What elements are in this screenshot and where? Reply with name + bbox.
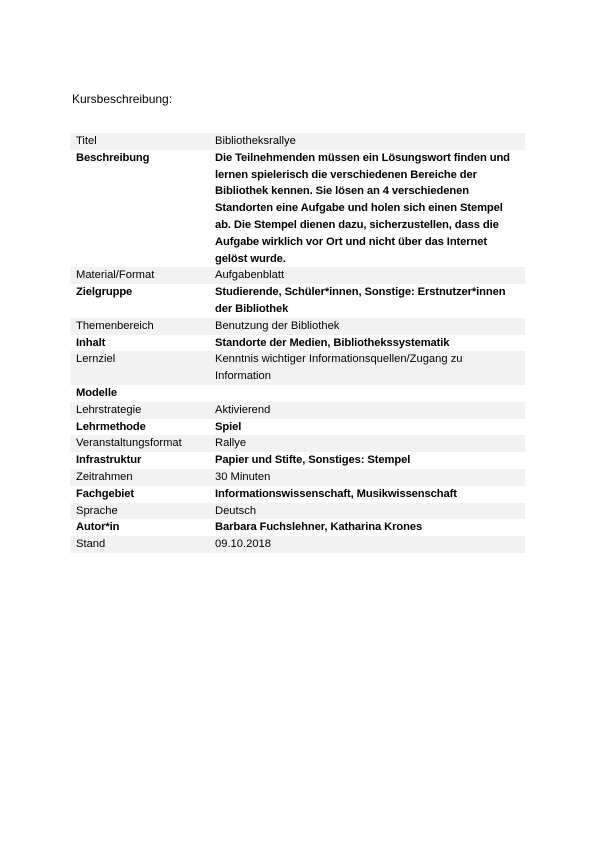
table-row-lehrstrategie <box>70 402 525 419</box>
row-value: Informationswissenschaft, Musikwissenschaft <box>215 487 457 500</box>
row-label: Modelle <box>76 386 117 399</box>
table-row-lernziel <box>70 351 525 385</box>
table-row-veranstaltungsformat <box>70 435 525 452</box>
table-row-material-format <box>70 267 525 284</box>
table-row-stand <box>70 536 525 553</box>
table-row-inhalt <box>70 335 525 352</box>
course-description-table <box>70 133 525 553</box>
row-value: Barbara Fuchslehner, Katharina Krones <box>215 521 423 534</box>
table-row-beschreibung <box>70 150 525 268</box>
row-value: Benutzung der Bibliothek <box>215 318 525 335</box>
row-label: Inhalt <box>76 336 106 349</box>
row-label: Autor*in <box>76 521 120 534</box>
row-value: Aktivierend <box>215 402 525 419</box>
row-label: Material/Format <box>70 267 215 284</box>
row-value: Bibliotheksrallye <box>215 133 525 150</box>
row-label: Themenbereich <box>70 318 215 335</box>
row-value: Kenntnis wichtiger Informationsquellen/Zugang zu Information <box>215 351 525 385</box>
table-row-sprache <box>70 503 525 520</box>
row-value: Deutsch <box>215 503 525 520</box>
row-label: Beschreibung <box>76 151 150 164</box>
row-label: Zielgruppe <box>76 286 133 299</box>
row-value: 30 Minuten <box>215 469 525 486</box>
page-heading: Kursbeschreibung: <box>72 92 173 106</box>
row-label: Titel <box>70 133 215 150</box>
row-label: Infrastruktur <box>76 454 142 467</box>
row-label: Lehrstrategie <box>70 402 215 419</box>
table-row-titel <box>70 133 525 150</box>
row-value: Standorte der Medien, Bibliothekssystematik <box>215 336 450 349</box>
row-label: Stand <box>70 536 215 553</box>
row-value: Spiel <box>215 420 242 433</box>
table-row-fachgebiet <box>70 486 525 503</box>
table-row-infrastruktur <box>70 452 525 469</box>
row-value: Rallye <box>215 435 525 452</box>
row-label: Lehrmethode <box>76 420 146 433</box>
table-row-modelle <box>70 385 525 402</box>
row-value: Die Teilnehmenden müssen ein Lösungswort finden und lernen spielerisch die verschiedenen Bereiche der Bibliothek kennen. Sie lösen an 4 verschiedenen Standorten eine Aufgabe und holen sich einen Stempel ab. Die Stempel dienen dazu, sicherzustellen, dass die Aufgabe wirklich vor Ort und nicht über das Internet gelöst wurde. <box>215 151 510 265</box>
row-value: 09.10.2018 <box>215 536 525 553</box>
row-label: Veranstaltungsformat <box>70 435 215 452</box>
table-row-zielgruppe <box>70 284 525 318</box>
row-label: Zeitrahmen <box>70 469 215 486</box>
table-row-zeitrahmen <box>70 469 525 486</box>
row-value <box>215 385 525 402</box>
row-label: Lernziel <box>70 351 215 385</box>
row-value: Papier und Stifte, Sonstiges: Stempel <box>215 454 411 467</box>
table-row-themenbereich <box>70 318 525 335</box>
row-label: Sprache <box>70 503 215 520</box>
table-row-autor-in <box>70 519 525 536</box>
row-value: Aufgabenblatt <box>215 267 525 284</box>
row-value: Studierende, Schüler*innen, Sonstige: Erstnutzer*innen der Bibliothek <box>215 286 506 315</box>
table-row-lehrmethode <box>70 419 525 436</box>
row-label: Fachgebiet <box>76 487 135 500</box>
